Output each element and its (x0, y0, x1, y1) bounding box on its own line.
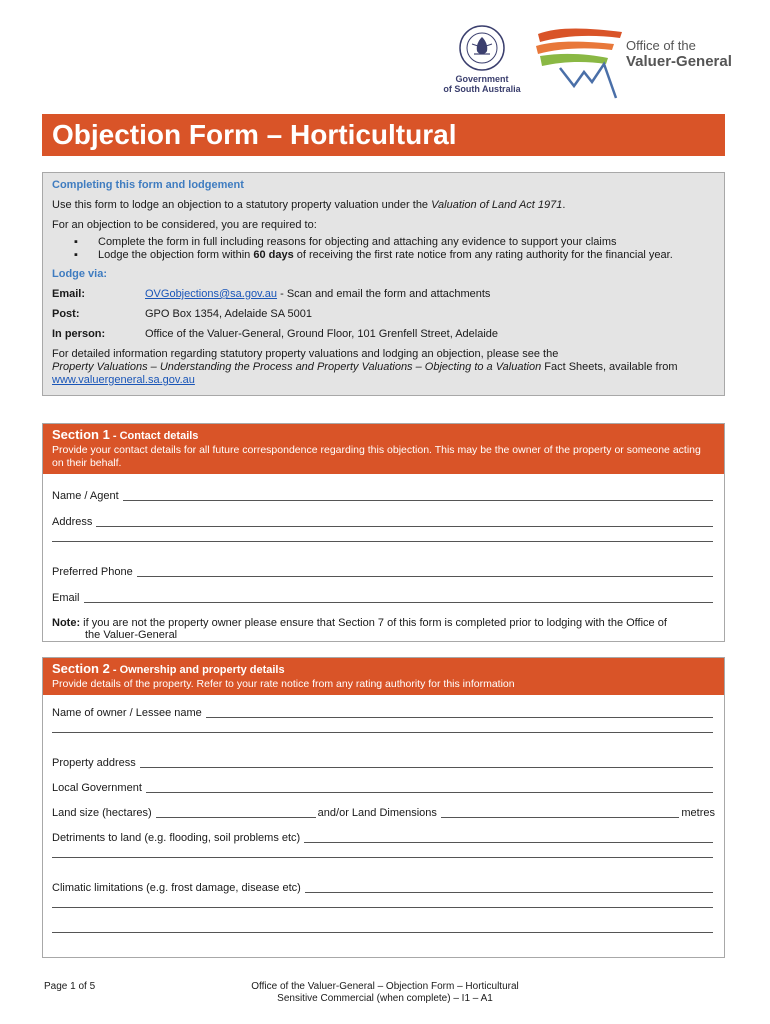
sa-seal-icon (458, 24, 506, 72)
name-agent-label: Name / Agent (52, 490, 119, 502)
section-1-header (43, 424, 724, 474)
detriments-label: Detriments to land (e.g. flooding, soil problems etc) (52, 832, 301, 844)
page-number: Page 1 of 5 (44, 981, 96, 992)
ovg-logo-line2: Valuer-General (626, 53, 732, 70)
climatic-field-cont[interactable] (52, 907, 715, 910)
info-intro: Use this form to lodge an objection to a statutory property valuation under the Valuation of Land Act 1971. (52, 199, 566, 211)
section-1-title: Section 1 - Contact details (52, 427, 199, 442)
owner-name-line-2[interactable] (52, 732, 713, 733)
list-item: ▪ Lodge the objection form within 60 days of receiving the first rate notice from any rating authority for the financial year. (74, 249, 673, 261)
name-agent-line[interactable] (123, 500, 713, 501)
lodgement-info-box (42, 172, 725, 396)
person-method-label: In person: (52, 328, 106, 340)
office-address: Office of the Valuer-General, Ground Floor, 101 Grenfell Street, Adelaide (145, 328, 499, 340)
property-address-label: Property address (52, 757, 136, 769)
owner-name-line[interactable] (206, 717, 713, 718)
government-sa-logo (436, 24, 528, 94)
more-info-text: For detailed information regarding statutory property valuations and lodging an objection, please see the Property Valuations – Understanding the Process and Property Valuations – Objecting to a Valuation Fact Sheets, available from www.valuergeneral.sa.gov.au (52, 348, 678, 386)
email-line[interactable] (84, 602, 713, 603)
email-field[interactable] (52, 592, 715, 605)
title-banner (42, 114, 725, 156)
lodge-email-row: Email: OVGobjections@sa.gov.au - Scan and email the form and attachments (52, 288, 491, 300)
climatic-line-2[interactable] (52, 907, 713, 908)
lodge-person-row (52, 328, 715, 341)
address-line-2[interactable] (52, 541, 713, 542)
list-item: ▪ Complete the form in full including reasons for objecting and attaching any evidence to support your claims (74, 236, 617, 248)
section-2-header (43, 658, 724, 695)
climatic-line-3[interactable] (52, 932, 713, 933)
detriments-line[interactable] (304, 842, 713, 843)
section-1-description: Provide your contact details for all future correspondence regarding this objection. This may be the owner of the property or someone acting on their behalf. (52, 444, 701, 469)
local-government-line[interactable] (146, 792, 713, 793)
section-1-note: Note: if you are not the property owner please ensure that Section 7 of this form is completed prior to lodging with the Office of the Valuer-General (52, 617, 667, 641)
climatic-label: Climatic limitations (e.g. frost damage, disease etc) (52, 882, 301, 894)
address-label: Address (52, 516, 93, 528)
local-government-field[interactable] (52, 782, 715, 795)
ovg-logo-line1: Office of the (626, 38, 696, 53)
phone-label: Preferred Phone (52, 566, 133, 578)
phone-field[interactable] (52, 566, 715, 579)
lodge-heading: Lodge via: (52, 268, 108, 280)
email-label: Email (52, 592, 80, 604)
page-title: Objection Form – Horticultural (52, 119, 457, 150)
property-address-line[interactable] (140, 767, 713, 768)
land-size-field[interactable] (52, 807, 715, 820)
post-address: GPO Box 1354, Adelaide SA 5001 (145, 308, 312, 320)
local-government-label: Local Government (52, 782, 142, 794)
detriments-field-cont[interactable] (52, 857, 715, 860)
bullet-icon: ▪ (74, 236, 78, 248)
bullet-icon: ▪ (74, 249, 78, 261)
email-method-label: Email: (52, 288, 86, 300)
address-line[interactable] (96, 526, 713, 527)
phone-line[interactable] (137, 576, 713, 577)
info-requirement: For an objection to be considered, you are required to: (52, 219, 317, 231)
lodge-post-row (52, 308, 715, 321)
address-field[interactable] (52, 516, 715, 529)
metres-label: metres (681, 807, 715, 819)
land-size-line[interactable] (156, 817, 316, 818)
info-heading: Completing this form and lodgement (52, 179, 244, 191)
land-dimensions-line[interactable] (441, 817, 679, 818)
property-address-field[interactable] (52, 757, 715, 770)
owner-name-label: Name of owner / Lessee name (52, 707, 202, 719)
section-2-ownership-details (42, 657, 725, 958)
climatic-field-cont2[interactable] (52, 932, 715, 935)
ovg-landscape-icon (534, 24, 624, 102)
gov-logo-text: Government of South Australia (443, 74, 521, 94)
post-method-label: Post: (52, 308, 80, 320)
climatic-field[interactable] (52, 882, 715, 895)
requirements-list (52, 236, 715, 262)
owner-name-field-cont[interactable] (52, 732, 715, 735)
owner-name-field[interactable] (52, 707, 715, 720)
name-agent-field[interactable] (52, 490, 715, 503)
section-2-description: Provide details of the property. Refer to your rate notice from any rating authority for this information (52, 678, 515, 690)
detriments-line-2[interactable] (52, 857, 713, 858)
land-dimensions-label: and/or Land Dimensions (317, 807, 437, 819)
land-size-label: Land size (hectares) (52, 807, 152, 819)
email-link[interactable]: OVGobjections@sa.gov.au (145, 288, 278, 300)
climatic-line[interactable] (305, 892, 713, 893)
section-1-contact-details (42, 423, 725, 642)
website-link[interactable]: www.valuergeneral.sa.gov.au (52, 374, 195, 386)
ovg-logo (534, 24, 756, 104)
detriments-field[interactable] (52, 832, 715, 845)
address-field-cont[interactable] (52, 541, 715, 544)
footer-text: Office of the Valuer-General – Objection Form – Horticultural Sensitive Commercial (when complete) – I1 – A1 (251, 981, 519, 1004)
section-2-title: Section 2 - Ownership and property details (52, 661, 285, 676)
